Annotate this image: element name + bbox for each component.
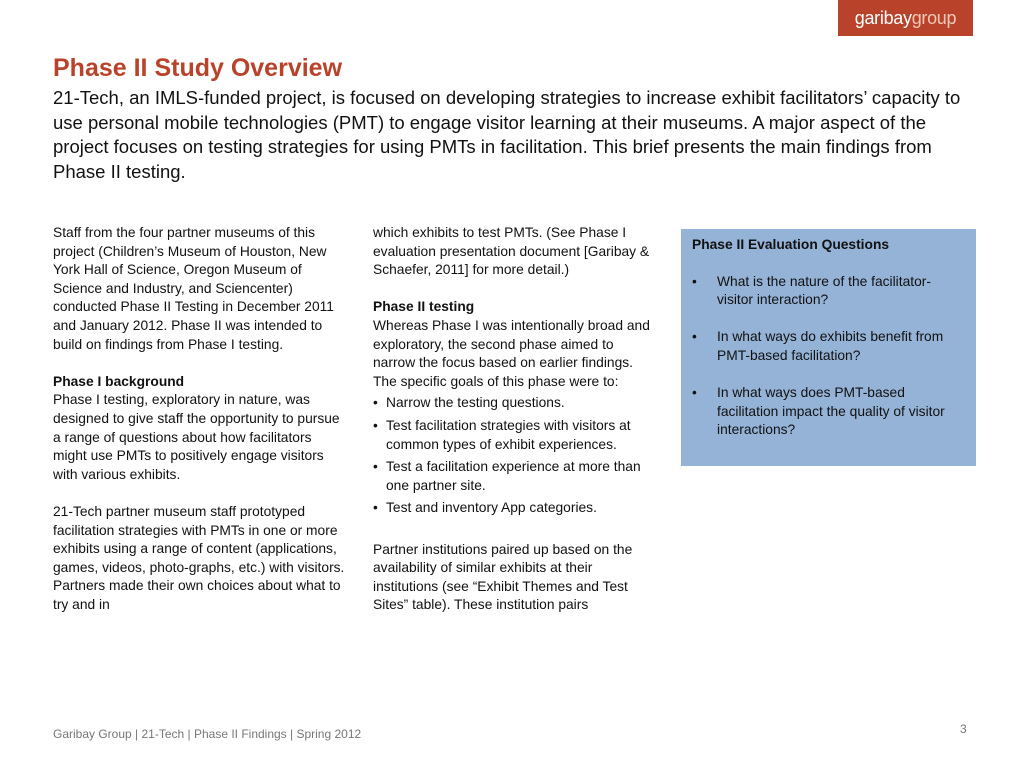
- footer-text: Garibay Group | 21-Tech | Phase II Findings | Spring 2012: [53, 727, 362, 741]
- column2-paragraph-2: Whereas Phase I was intentionally broad and exploratory, the second phase aimed to narrow the focus based on earlier findings. The specific goals of this phase were to:: [373, 317, 650, 389]
- column2-paragraph-1: which exhibits to test PMTs. (See Phase I evaluation presentation document [Garibay & Schaefer, 2011] for more detail.): [373, 225, 650, 278]
- list-item: • What is the nature of the facilitator-visitor interaction?: [692, 273, 966, 310]
- page-title: Phase II Study Overview: [53, 54, 343, 82]
- list-item: • Test and inventory App categories.: [373, 499, 658, 518]
- logo-text-accent: group: [911, 7, 957, 28]
- evaluation-questions-list: [692, 273, 966, 440]
- brand-logo: [838, 0, 973, 36]
- page-number: 3: [960, 722, 967, 736]
- body-column-left: [53, 224, 349, 614]
- intro-paragraph: 21-Tech, an IMLS-funded project, is focused on developing strategies to increase exhibit facilitators’ capacity to use personal mobile technologies (PMT) to engage visitor learning at their museums. A major aspect of the project focuses on testing strategies for using PMTs in facilitation. This brief presents the main findings from Phase II testing.: [53, 87, 961, 182]
- column1-paragraph-2: Phase I testing, exploratory in nature, was designed to give staff the opportunity to pursue a range of questions about how facilitators might use PMTs to positively engage visitors with various exhibits.: [53, 392, 340, 482]
- evaluation-questions-box: [681, 229, 976, 466]
- list-item: • In what ways does PMT-based facilitation impact the quality of visitor interactions?: [692, 384, 966, 440]
- evaluation-questions-title: Phase II Evaluation Questions: [692, 237, 890, 252]
- logo-text-main: garibay: [854, 7, 912, 28]
- body-column-middle: [373, 224, 658, 615]
- list-item: • Test facilitation strategies with visitors at common types of exhibit experiences.: [373, 417, 658, 454]
- phase2-heading: Phase II testing: [373, 299, 475, 315]
- phase1-heading: Phase I background: [53, 373, 185, 389]
- column1-paragraph-3: 21-Tech partner museum staff prototyped facilitation strategies with PMTs in one or more exhibits using a range of content (applications, games, videos, photo-graphs, etc.) with visitors. Partners made their own choices about what to try and in: [53, 503, 345, 612]
- list-item: • In what ways do exhibits benefit from PMT-based facilitation?: [692, 328, 966, 365]
- column2-paragraph-3: Partner institutions paired up based on the availability of similar exhibits at their institutions (see “Exhibit Themes and Test Sites” table). These institution pairs: [373, 541, 633, 613]
- list-item: • Narrow the testing questions.: [373, 394, 658, 413]
- column1-paragraph-1: Staff from the four partner museums of this project (Children’s Museum of Houston, New York Hall of Science, Oregon Museum of Science and Industry, and Sciencenter) conducted Phase II Testing in December 2011 and January 2012. Phase II was intended to build on findings from Phase I testing.: [53, 225, 334, 352]
- goals-list: [373, 394, 658, 518]
- list-item: • Test a facilitation experience at more than one partner site.: [373, 458, 658, 495]
